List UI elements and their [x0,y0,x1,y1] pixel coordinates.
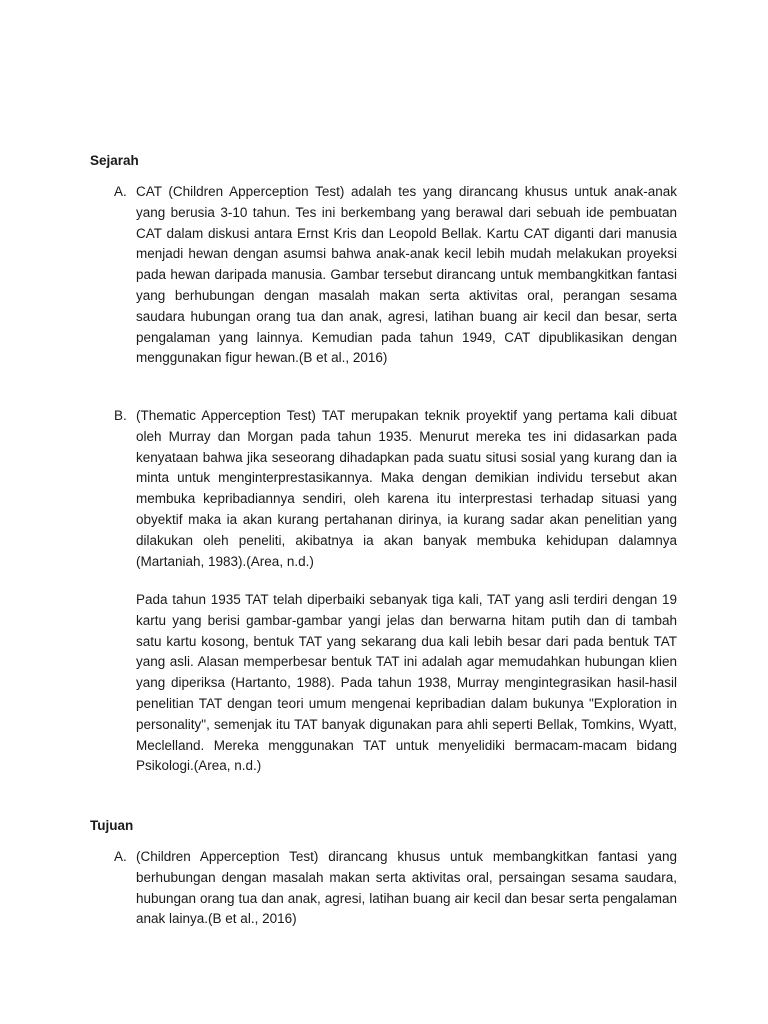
list-marker: A. [114,849,127,864]
continuation-paragraph: Pada tahun 1935 TAT telah diperbaiki sebanyak tiga kali, TAT yang asli terdiri dengan 19 kartu yang berisi gambar-gambar yangi jelas dan berwarna hitam putih dan di tambah satu kartu kosong, bentuk TAT yang sekarang dua kali lebih besar dari pada bentuk TAT yang asli. Alasan memperbesar bentuk TAT ini adalah agar memudahkan hubungan klien yang diperiksa (Hartanto, 1988). Pada tahun 1938, Murray mengintegrasikan hasil-hasil penelitian TAT dengan teori umum mengenai kepribadian dalam bukunya "Exploration in personality", semenjak itu TAT banyak digunakan para ahli seperti Bellak, Tomkins, Wyatt, Meclelland. Mereka menggunakan TAT untuk menyelidiki bermacam-macam bidang Psikologi.(Area, n.d.) [136,592,677,774]
list-item-sejarah-a [114,182,677,369]
list-marker: B. [114,408,127,423]
list-marker: A. [114,184,127,199]
list-item-text: (Children Apperception Test) dirancang khusus untuk membangkitkan fantasi yang berhubungan dengan masalah makan serta aktivitas oral, persaingan sesama saudara, hubungan orang tua dan anak, agresi, latihan buang air kecil dan besar serta pengalaman anak lainya.(B et al., 2016) [136,849,677,927]
section-heading-sejarah: Sejarah [90,153,139,168]
list-item-text: (Thematic Apperception Test) TAT merupakan teknik proyektif yang pertama kali dibuat oleh Murray dan Morgan pada tahun 1935. Menurut mereka tes ini didasarkan pada kenyataan bahwa jika seseorang dihadapkan pada suatu situsi sosial yang kurang dan ia minta untuk menginterprestasikannya. Maka dengan demikian individu tersebut akan membuka kepribadiannya sendiri, oleh karena itu interprestasi terhadap situasi yang obyektif maka ia akan kurang pertahanan dirinya, ia kurang sadar akan penelitian yang dilakukan oleh peneliti, akibatnya ia akan banyak membuka kehidupan dalamnya (Martaniah, 1983).(Area, n.d.) [136,408,677,569]
list-item-tujuan-a [114,847,677,930]
list-item-sejarah-b [114,406,677,572]
section-heading-tujuan: Tujuan [90,818,134,833]
list-item-text: CAT (Children Apperception Test) adalah tes yang dirancang khusus untuk anak-anak yang berusia 3-10 tahun. Tes ini berkembang yang berawal dari sebuah ide pembuatan CAT dalam diskusi antara Ernst Kris dan Leopold Bellak. Kartu CAT diganti dari manusia menjadi hewan dengan asumsi bahwa anak-anak kecil lebih mudah melakukan proyeksi pada hewan daripada manusia. Gambar tersebut dirancang untuk membangkitkan fantasi yang berhubungan dengan masalah makan serta aktivitas oral, perangan sesama saudara hubungan orang tua dan anak, agresi, latihan buang air kecil dan besar, serta pengalaman yang lainnya. Kemudian pada tahun 1949, CAT dipublikasikan dengan menggunakan figur hewan.(B et al., 2016) [136,184,677,366]
